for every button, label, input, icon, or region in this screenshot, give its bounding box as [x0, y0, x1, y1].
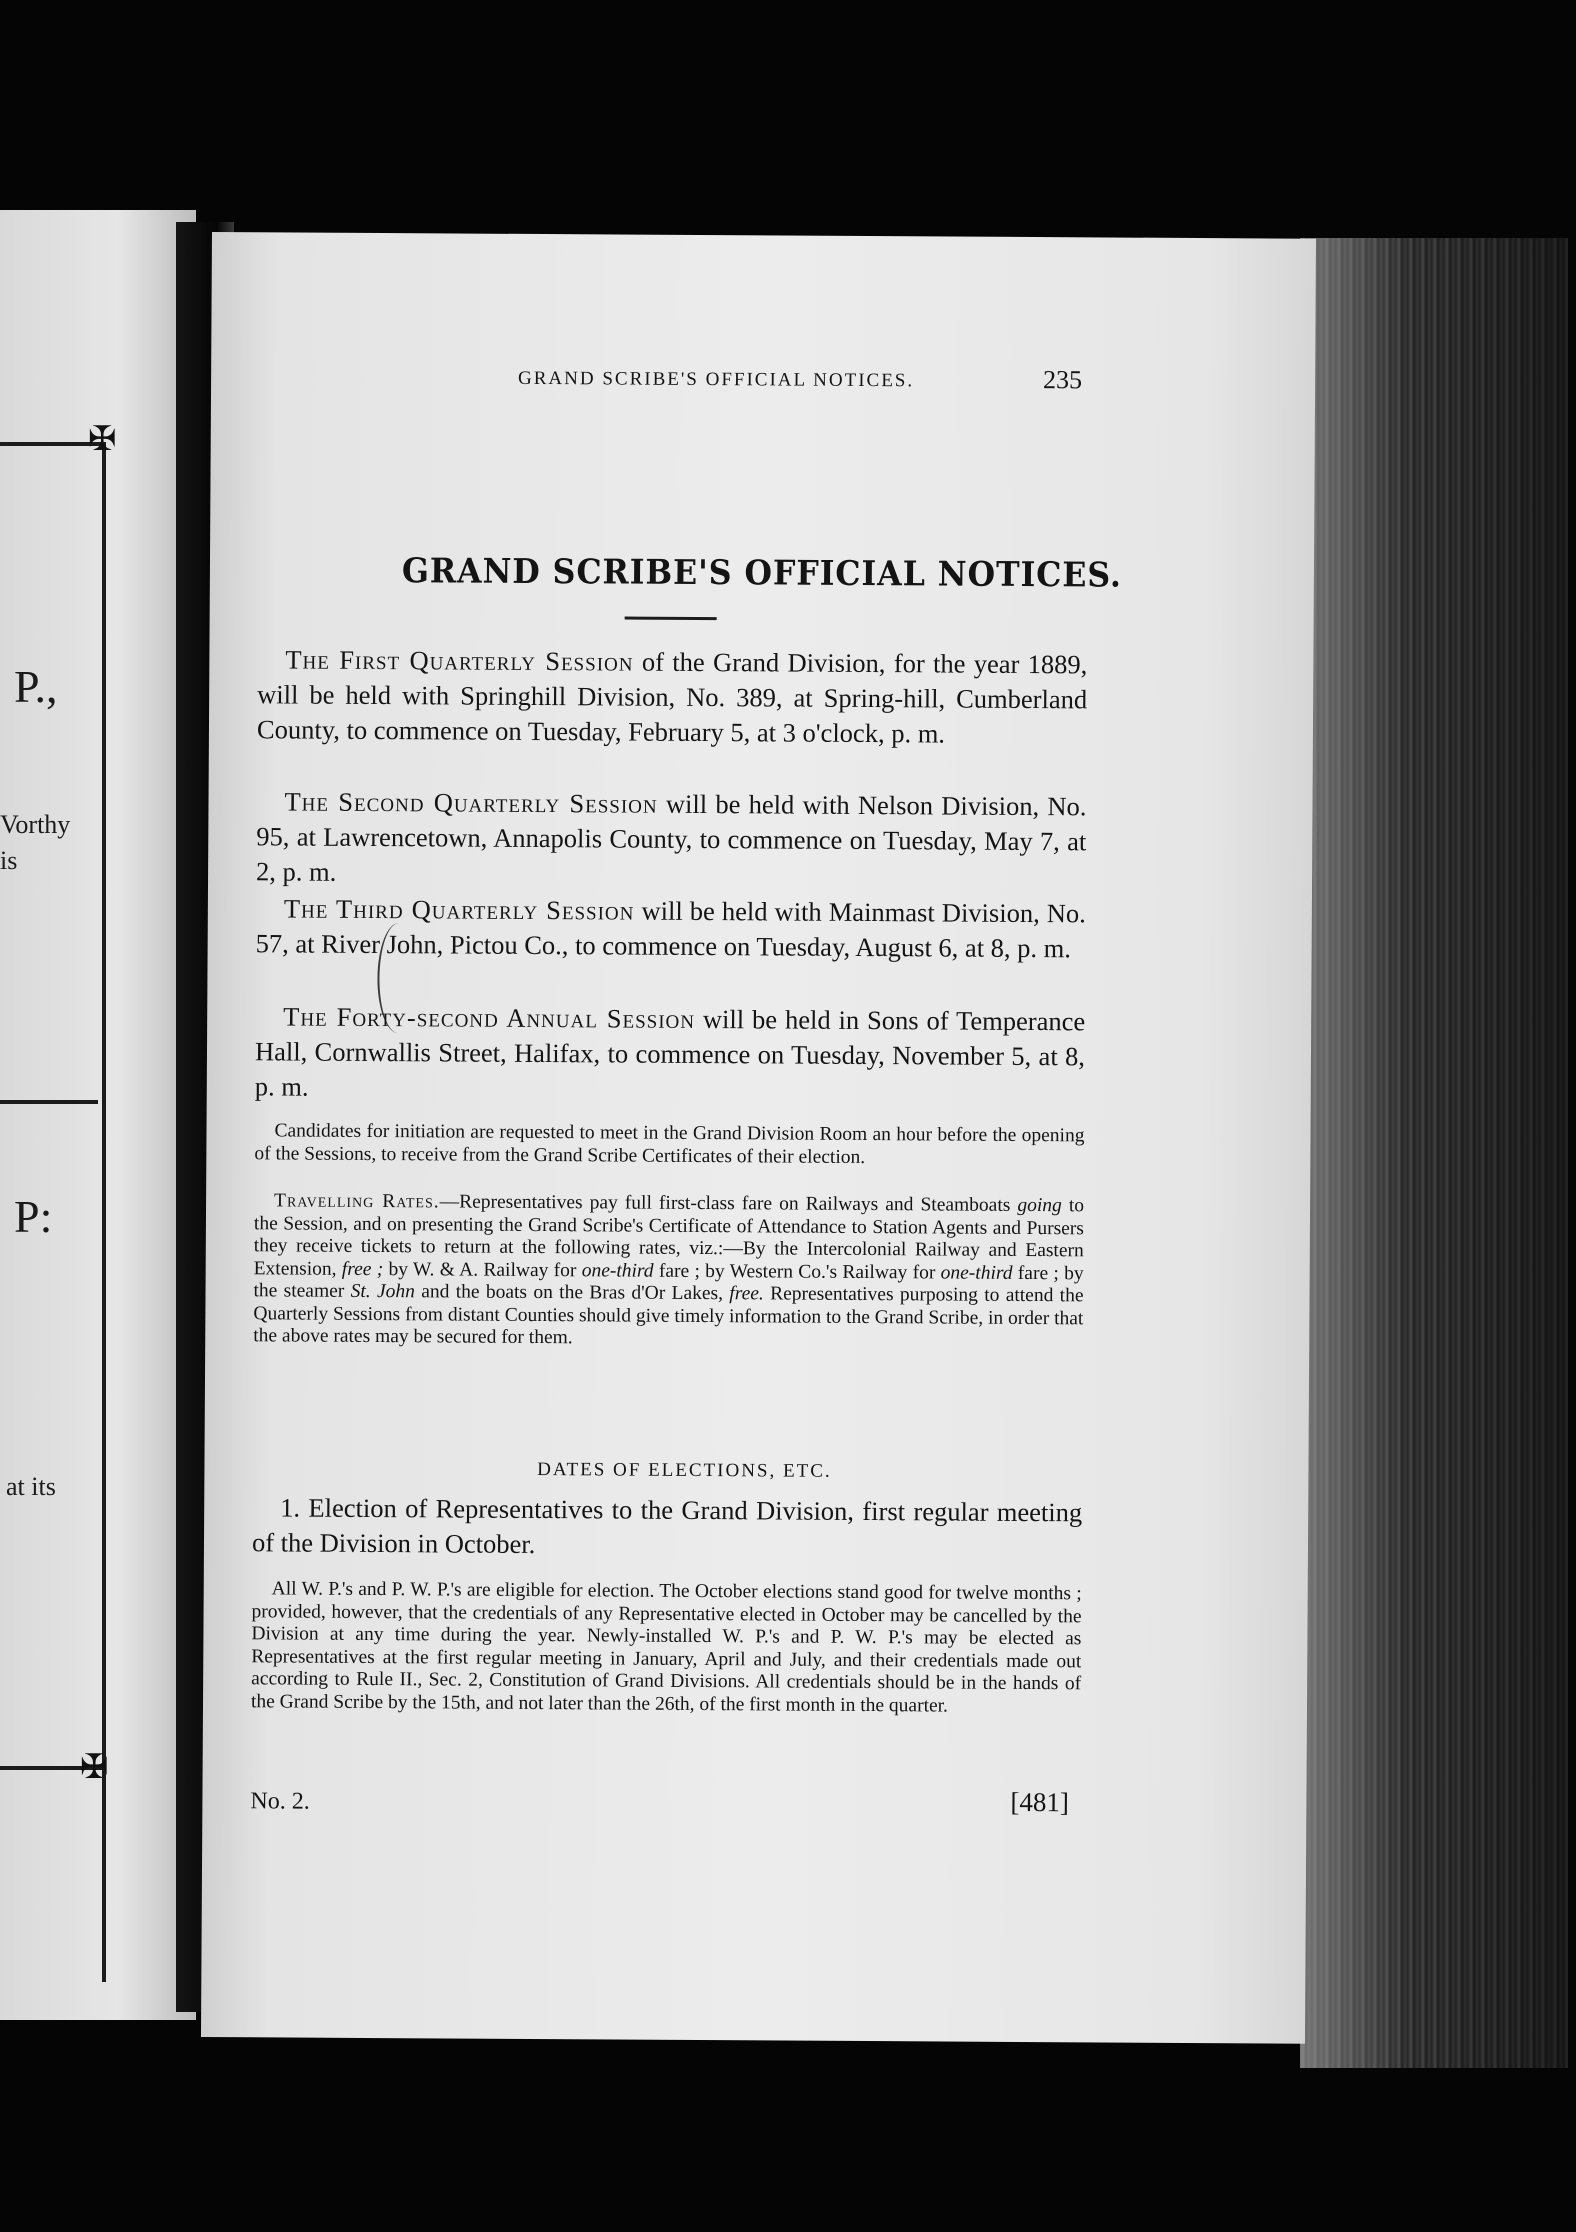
session-lead: The First Quarterly Session — [285, 644, 634, 677]
left-page-fragment: P., — [14, 661, 58, 712]
left-page-fragment: at its — [6, 1472, 56, 1501]
page-number: 235 — [1043, 365, 1083, 395]
running-head: GRAND SCRIBE'S OFFICIAL NOTICES. — [518, 367, 915, 392]
travelling-emphasis: one-third — [581, 1259, 654, 1282]
travelling-text: Representatives purposing to attend the Quarterly Sessions from distant Counties should give timely information to the Grand Scribe, in order that the above rates may be secured for them. — [253, 1283, 1084, 1349]
session-lead: The Third Quarterly Session — [283, 893, 635, 926]
travelling-text: fare ; by Western Co.'s Railway for — [653, 1260, 941, 1283]
left-page-fragment: P: — [14, 1191, 53, 1242]
signature-mark: No. 2. — [250, 1788, 310, 1815]
item-number: 1. — [280, 1492, 301, 1523]
travelling-text: and the boats on the Bras d'Or Lakes, — [414, 1281, 730, 1305]
cross-ornament-icon: ✠ — [88, 419, 117, 459]
travelling-lead: Travelling Rates. — [274, 1190, 440, 1213]
session-notice-2 — [256, 784, 1087, 894]
session-notice-1 — [257, 642, 1088, 752]
travelling-emphasis: going — [1017, 1194, 1062, 1217]
travelling-emphasis: St. John — [350, 1280, 415, 1303]
cross-ornament-icon: ✠ — [80, 1747, 109, 1787]
title-rule — [625, 617, 717, 621]
session-lead: The Second Quarterly Session — [284, 786, 658, 819]
footer-page-code: [481] — [1010, 1786, 1069, 1818]
travelling-emphasis: free ; — [341, 1258, 384, 1280]
section-heading: DATES OF ELECTIONS, ETC. — [537, 1459, 832, 1482]
session-body: will be held with Mainmast Division, No. 57, at River John, Pictou Co., to commence on Tuesday, August 6, at 8, p. m. — [255, 895, 1086, 964]
book-page — [201, 232, 1316, 2044]
left-page-middle-rule — [0, 1100, 98, 1104]
session-notice-3 — [256, 891, 1086, 966]
candidates-note: Candidates for initiation are requested to meet in the Grand Division Room an hour before the opening of the Sessions, to receive from the Grand Scribe Certificates of their election. — [254, 1120, 1085, 1168]
page-title: GRAND SCRIBE'S OFFICIAL NOTICES. — [401, 551, 1123, 596]
session-body: will be held in Sons of Temperance Hall, Cornwallis Street, Halifax, to commence on Tuesday, November 5, at 8, p. m. — [254, 1003, 1086, 1102]
election-item-1 — [252, 1490, 1082, 1565]
travelling-text: —Representatives pay full first-class fare on Railways and Steamboats — [439, 1191, 1018, 1216]
session-body: will be held with Nelson Division, No. 95, at Lawrencetown, Annapolis County, to commence on Tuesday, May 7, at 2, p. m. — [256, 788, 1087, 887]
session-lead: The Forty-second Annual Session — [283, 1001, 696, 1034]
travelling-emphasis: one-third — [940, 1261, 1013, 1284]
left-facing-page — [0, 210, 196, 2020]
travelling-emphasis: free. — [729, 1283, 764, 1305]
page-block-edge — [1300, 238, 1568, 2068]
travelling-rates — [253, 1190, 1084, 1353]
session-body: of the Grand Division, for the year 1889, will be held with Springhill Division, No. 389, at Spring-hill, Cumberland County, to commence on Tuesday, February 5, at 3 o'clock, p. m. — [256, 646, 1088, 749]
travelling-text: fare ; by the steamer — [253, 1262, 1084, 1302]
travelling-text: by W. & A. Railway for — [383, 1258, 582, 1281]
left-page-fragment: is — [0, 846, 18, 875]
item-text: Election of Representatives to the Grand Division, first regular meeting of the Division in October. — [251, 1492, 1083, 1559]
session-notice-4 — [255, 999, 1086, 1109]
travelling-text: to the Session, and on presenting the Grand Scribe's Certificate of Attendance to Station Agents and Pursers they receive tickets to return at the following rates, viz.:—By the Intercolonial Railway and Eastern Extension, — [253, 1195, 1085, 1280]
left-page-fragment: Vorthy — [0, 810, 71, 839]
election-item-1-details: All W. P.'s and P. W. P.'s are eligible for election. The October elections stand good for twelve months ; provided, however, that the credentials of any Representative elected in October may be cancelled by the Division at any time during the year. Newly-installed W. P.'s and P. W. P.'s may be elected as Representatives at the first regular meeting in January, April and July, and their credentials made out according to Rule II., Sec. 2, Constitution of Grand Divisions. All credentials should be in the hands of the Grand Scribe by the 15th, and not later than the 26th, of the first month in the quarter. — [250, 1578, 1082, 1717]
